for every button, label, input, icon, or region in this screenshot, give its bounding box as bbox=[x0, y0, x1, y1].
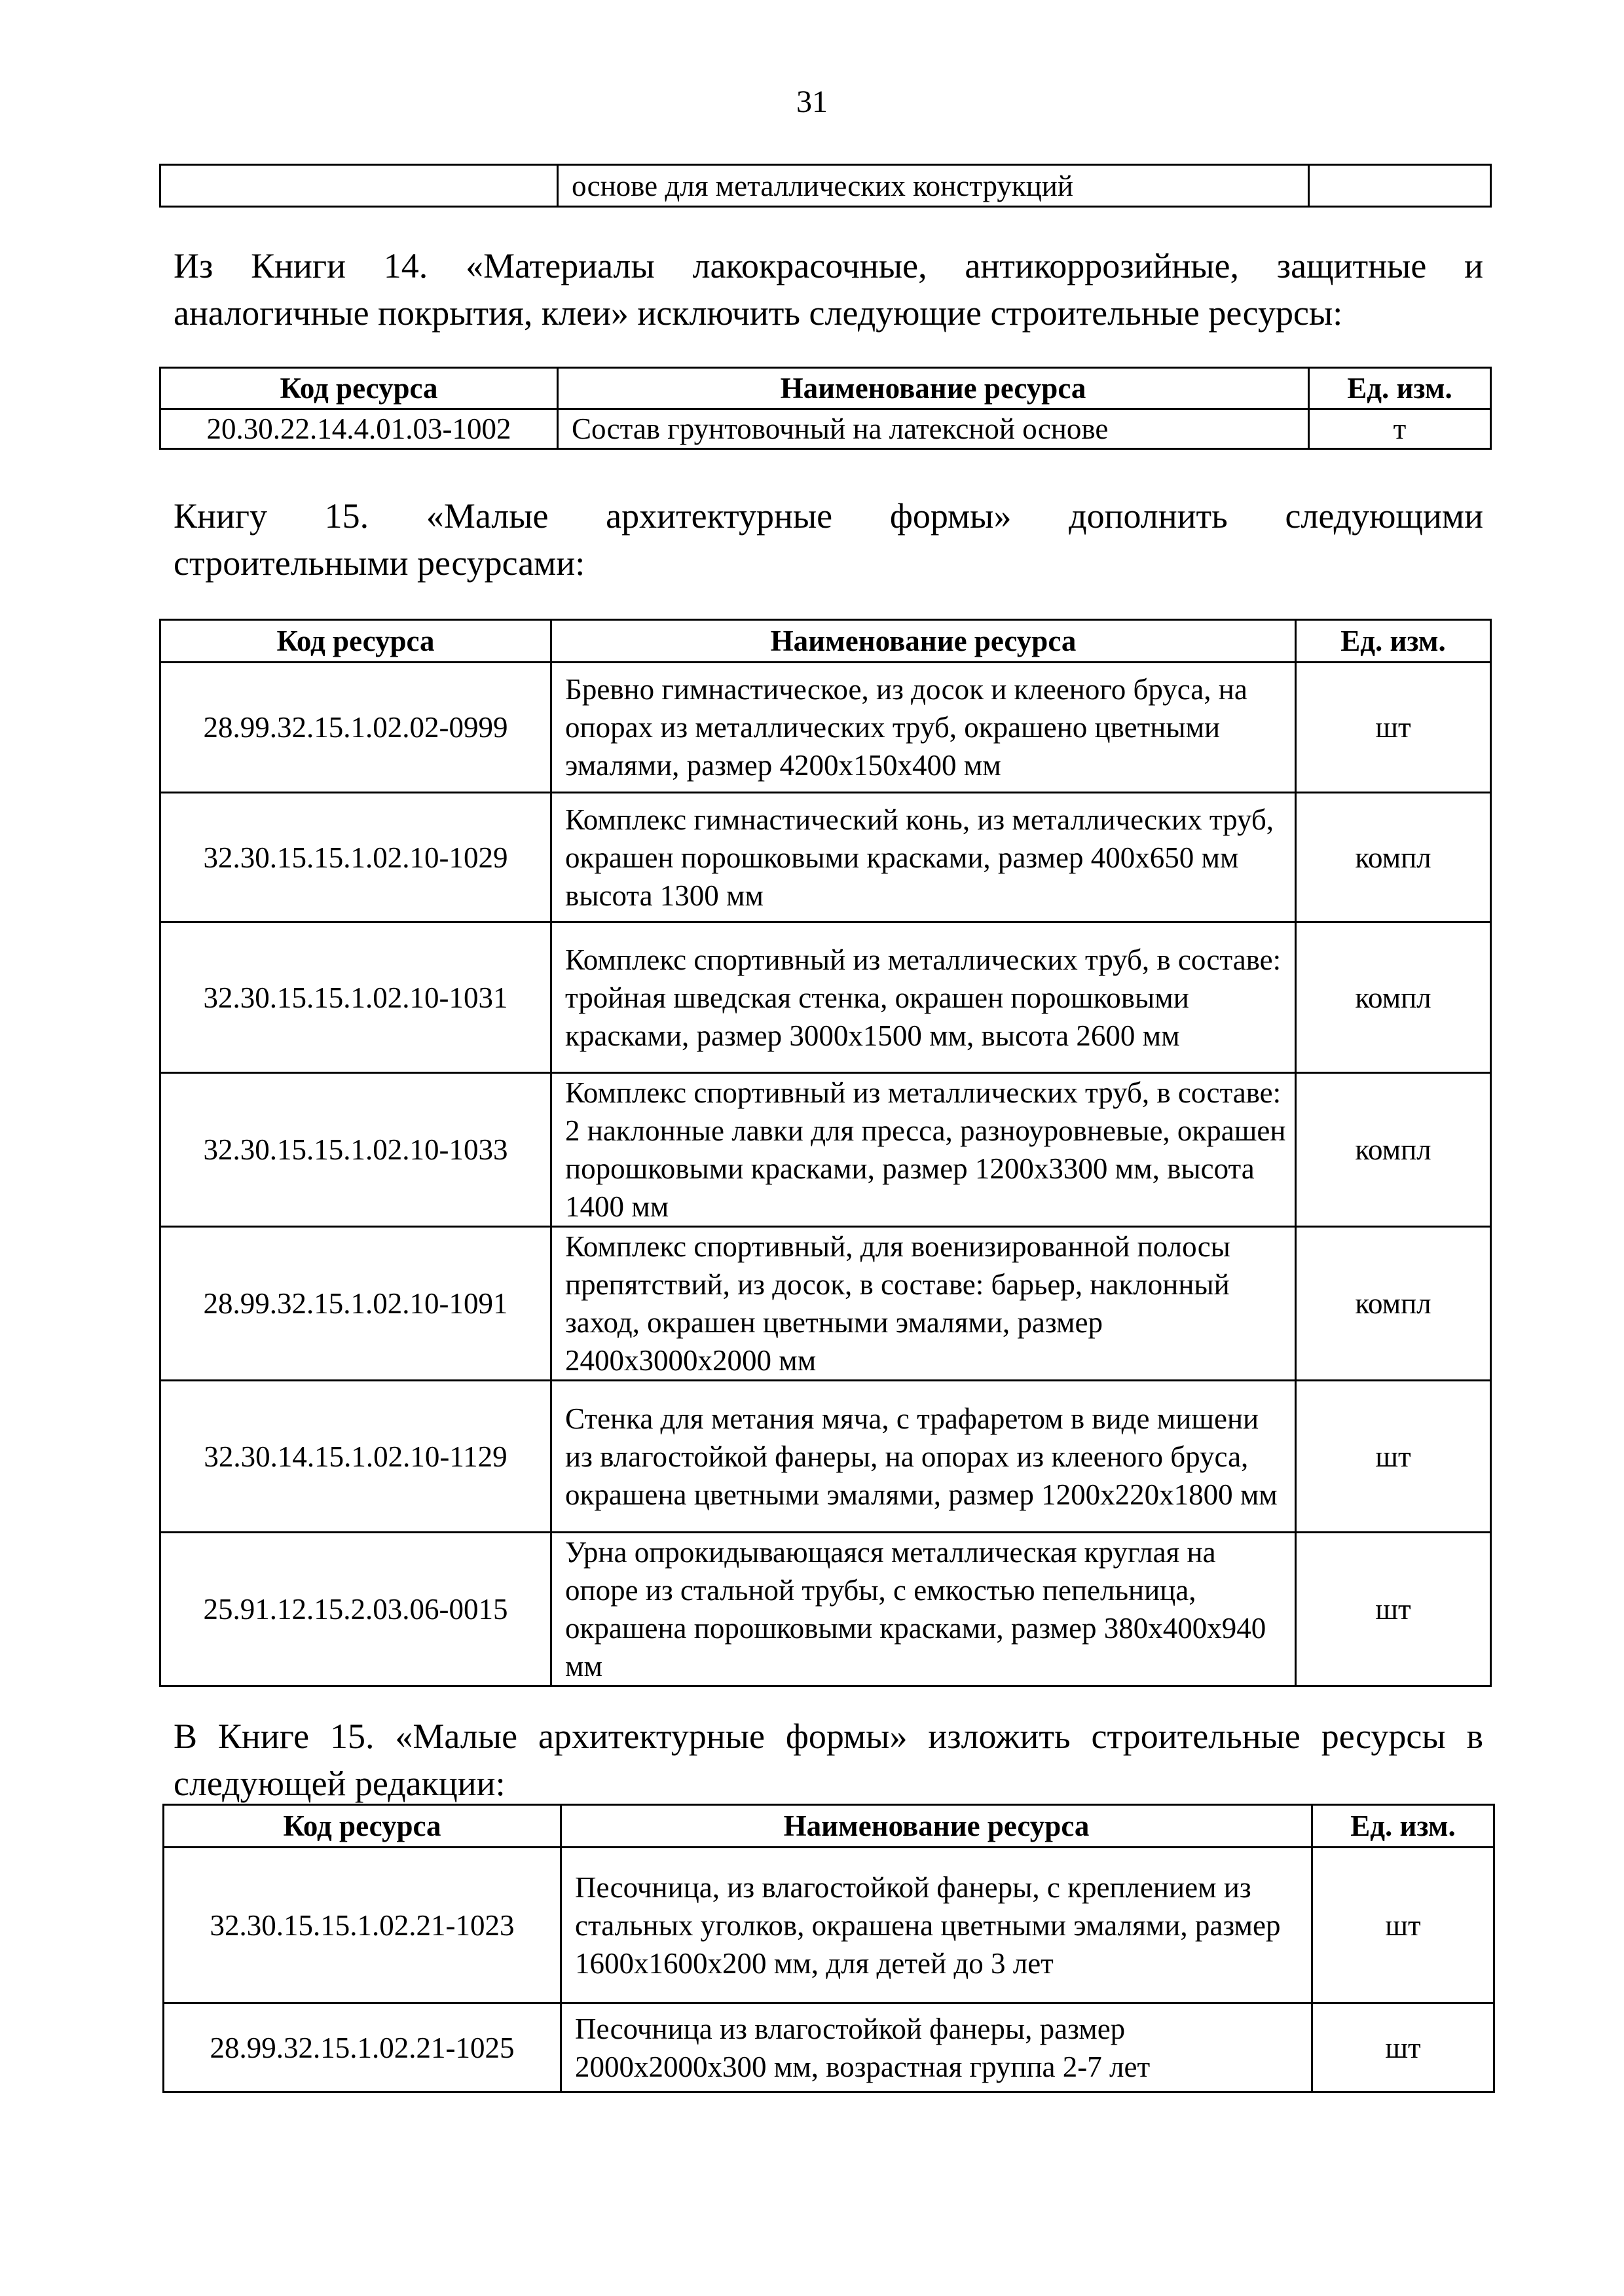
resource-code: 25.91.12.15.2.03.06-0015 bbox=[160, 1533, 551, 1686]
header-code: Код ресурса bbox=[160, 368, 558, 409]
table-row bbox=[160, 1533, 1491, 1686]
resource-code: 32.30.14.15.1.02.10-1129 bbox=[160, 1381, 551, 1533]
resource-unit: шт bbox=[1312, 2003, 1494, 2092]
resource-name: Комплекс спортивный, для военизированной полосы препятствий, из досок, в составе: барьер, наклонный заход, окрашен цветными эмалями, размер 2400х3000х2000 мм bbox=[551, 1227, 1296, 1381]
table-row bbox=[164, 2003, 1494, 2092]
header-name: Наименование ресурса bbox=[561, 1805, 1312, 1848]
resource-unit: т bbox=[1309, 409, 1491, 449]
resource-name: Песочница из влагостойкой фанеры, размер 2000х2000х300 мм, возрастная группа 2-7 лет bbox=[561, 2003, 1312, 2092]
header-code: Код ресурса bbox=[164, 1805, 561, 1848]
section2-table bbox=[159, 619, 1492, 1687]
resource-code: 28.99.32.15.1.02.21-1025 bbox=[164, 2003, 561, 2092]
table-header-row bbox=[164, 1805, 1494, 1848]
table-header-row bbox=[160, 620, 1491, 663]
resource-unit: шт bbox=[1296, 1381, 1491, 1533]
resource-code: 32.30.15.15.1.02.21-1023 bbox=[164, 1848, 561, 2003]
resource-code: 28.99.32.15.1.02.10-1091 bbox=[160, 1227, 551, 1381]
page-number: 31 bbox=[796, 84, 828, 119]
resource-unit: компл bbox=[1296, 1227, 1491, 1381]
section1-intro-line1: Из Книги 14. «Материалы лакокрасочные, антикоррозийные, защитные и bbox=[174, 246, 1483, 285]
resource-unit bbox=[1309, 165, 1491, 207]
resource-name: Урна опрокидывающаяся металлическая круглая на опоре из стальной трубы, с емкостью пепельница, окрашена порошковыми красками, размер 380х400х940 мм bbox=[551, 1533, 1296, 1686]
resource-name: Стенка для метания мяча, с трафаретом в виде мишени из влагостойкой фанеры, на опорах из клееного бруса, окрашена цветными эмалями, размер 1200х220х1800 мм bbox=[551, 1381, 1296, 1533]
section2-intro-line1: Книгу 15. «Малые архитектурные формы» дополнить следующими bbox=[174, 496, 1483, 536]
table-header-row bbox=[160, 368, 1491, 409]
section1-table bbox=[159, 367, 1492, 450]
header-code: Код ресурса bbox=[160, 620, 551, 663]
resource-name: основе для металлических конструкций bbox=[558, 165, 1309, 207]
header-name: Наименование ресурса bbox=[558, 368, 1309, 409]
continuation-table bbox=[159, 164, 1492, 208]
resource-unit: шт bbox=[1312, 1848, 1494, 2003]
section2-intro-line2: строительными ресурсами: bbox=[174, 543, 585, 583]
resource-name: Комплекс спортивный из металлических труб, в составе: тройная шведская стенка, окрашен порошковыми красками, размер 3000х1500 мм, высота 2600 мм bbox=[551, 922, 1296, 1073]
resource-code: 28.99.32.15.1.02.02-0999 bbox=[160, 663, 551, 793]
resource-unit: компл bbox=[1296, 922, 1491, 1073]
header-unit: Ед. изм. bbox=[1312, 1805, 1494, 1848]
resource-name: Песочница, из влагостойкой фанеры, с креплением из стальных уголков, окрашена цветными эмалями, размер 1600х1600х200 мм, для детей до 3 лет bbox=[561, 1848, 1312, 2003]
resource-name: Бревно гимнастическое, из досок и клееного бруса, на опорах из металлических труб, окрашено цветными эмалями, размер 4200х150х400 мм bbox=[551, 663, 1296, 793]
resource-code: 32.30.15.15.1.02.10-1029 bbox=[160, 793, 551, 922]
table-row bbox=[160, 663, 1491, 793]
header-unit: Ед. изм. bbox=[1296, 620, 1491, 663]
section3-table bbox=[162, 1804, 1495, 2093]
table-row bbox=[160, 1073, 1491, 1227]
resource-code: 32.30.15.15.1.02.10-1031 bbox=[160, 922, 551, 1073]
resource-code: 32.30.15.15.1.02.10-1033 bbox=[160, 1073, 551, 1227]
resource-unit: компл bbox=[1296, 793, 1491, 922]
section3-intro-line2: следующей редакции: bbox=[174, 1764, 506, 1803]
table-row bbox=[160, 1227, 1491, 1381]
table-row bbox=[160, 922, 1491, 1073]
resource-name: Комплекс гимнастический конь, из металлических труб, окрашен порошковыми красками, размер 400х650 мм высота 1300 мм bbox=[551, 793, 1296, 922]
resource-unit: компл bbox=[1296, 1073, 1491, 1227]
resource-unit: шт bbox=[1296, 663, 1491, 793]
table-row bbox=[160, 409, 1491, 449]
table-row bbox=[164, 1848, 1494, 2003]
section3-intro-line1: В Книге 15. «Малые архитектурные формы» изложить строительные ресурсы в bbox=[174, 1717, 1483, 1756]
header-name: Наименование ресурса bbox=[551, 620, 1296, 663]
resource-name: Комплекс спортивный из металлических труб, в составе: 2 наклонные лавки для пресса, разноуровневые, окрашен порошковыми красками, размер 1200х3300 мм, высота 1400 мм bbox=[551, 1073, 1296, 1227]
resource-name: Состав грунтовочный на латексной основе bbox=[558, 409, 1309, 449]
table-row bbox=[160, 793, 1491, 922]
table-row bbox=[160, 1381, 1491, 1533]
resource-unit: шт bbox=[1296, 1533, 1491, 1686]
resource-code bbox=[160, 165, 558, 207]
section1-intro-line2: аналогичные покрытия, клеи» исключить следующие строительные ресурсы: bbox=[174, 293, 1343, 333]
resource-code: 20.30.22.14.4.01.03-1002 bbox=[160, 409, 558, 449]
header-unit: Ед. изм. bbox=[1309, 368, 1491, 409]
table-row bbox=[160, 165, 1491, 207]
